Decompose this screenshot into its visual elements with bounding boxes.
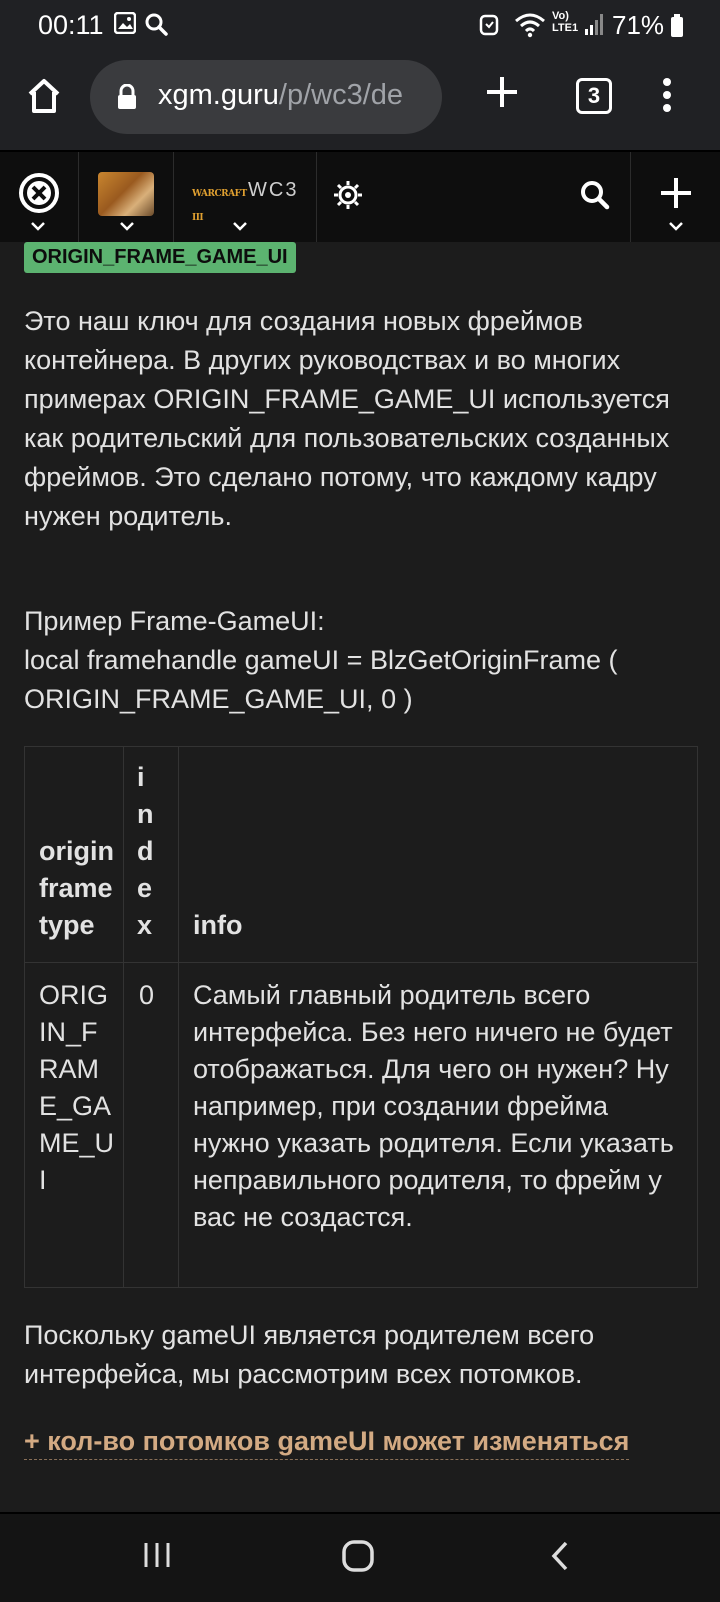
expand-children-link[interactable]: + кол-во потомков gameUI может изменяться <box>24 1426 629 1460</box>
signal-icon <box>584 12 606 41</box>
lock-icon[interactable] <box>116 84 138 115</box>
add-menu-button[interactable] <box>631 152 720 242</box>
table-header-info: info <box>193 910 243 940</box>
plus-icon <box>659 176 693 215</box>
wc3-label: WC3 <box>248 179 299 201</box>
chevron-down-icon <box>30 218 46 236</box>
url-text[interactable] <box>158 79 403 112</box>
user-menu-button[interactable] <box>79 152 173 242</box>
status-bar <box>0 0 720 52</box>
site-nav-bar <box>0 150 720 242</box>
url-path: /p/wc3/de <box>278 79 404 111</box>
home-icon[interactable] <box>24 76 64 121</box>
alarm-icon <box>478 12 500 41</box>
children-paragraph: Поскольку gameUI является родителем всего интерфейса, мы рассмотрим всех потомков. <box>24 1320 595 1389</box>
table-header-originframetype: originframetype <box>39 836 114 940</box>
sun-icon <box>333 180 363 215</box>
example-title: Пример Frame-GameUI: <box>24 606 325 636</box>
volte-lte-icon: Vo) LTE1 <box>552 10 579 34</box>
table-column-divider <box>123 747 124 1287</box>
close-circle-icon <box>18 172 60 219</box>
chevron-down-icon <box>119 218 135 236</box>
warcraft-logo: WARCRAFT III <box>192 189 247 223</box>
home-button-icon[interactable] <box>342 1540 374 1577</box>
project-wc3-button[interactable] <box>174 152 316 242</box>
chevron-down-icon <box>668 218 684 236</box>
chevron-down-icon <box>232 218 248 236</box>
intro-paragraph: Это наш ключ для создания новых фреймов контейнера. В других руководствах и во многих примерах ORIGIN_FRAME_GAME_UI используется как родительский для пользовательских созданных фреймов. Это сделано потому, что каждому кадру нужен родитель. <box>24 306 670 531</box>
back-icon[interactable] <box>550 1540 570 1577</box>
recent-apps-icon[interactable] <box>142 1540 172 1575</box>
origin-frame-table <box>24 746 698 1288</box>
url-host: xgm.guru <box>158 79 279 111</box>
wifi-icon <box>514 12 546 43</box>
example-code: local framehandle gameUI = BlzGetOriginFrame ( ORIGIN_FRAME_GAME_UI, 0 ) <box>24 645 618 714</box>
gallery-notification-icon <box>114 12 136 39</box>
close-menu-button[interactable] <box>0 152 78 242</box>
article-content <box>0 240 720 1512</box>
table-cell-originframetype: ORIGIN_FRAME_GAME_UI <box>39 980 115 1195</box>
theme-toggle-button[interactable] <box>317 152 379 242</box>
example-block <box>24 602 688 719</box>
new-tab-icon[interactable] <box>484 74 520 115</box>
table-header-index: index <box>137 762 154 940</box>
browser-toolbar <box>0 52 720 150</box>
table-column-divider <box>178 747 179 1287</box>
table-cell-index: 0 <box>139 980 155 1010</box>
battery-icon <box>670 14 684 43</box>
search-icon[interactable] <box>580 180 610 215</box>
search-notification-icon <box>144 12 168 41</box>
table-row <box>25 963 697 1286</box>
tab-switcher-button[interactable]: 3 <box>576 78 612 114</box>
table-header-row <box>25 747 697 963</box>
status-time: 00:11 <box>38 10 104 40</box>
address-bar[interactable] <box>90 60 442 134</box>
avatar <box>98 172 154 216</box>
system-nav-bar <box>0 1512 720 1602</box>
battery-percent: 71% <box>612 10 665 40</box>
table-cell-info: Самый главный родитель всего интерфейса. Без него ничего не будет отображаться. Для чего он нужен? Ну например, при создании фрейма нужно указать родителя. Если указать неправильного родителя, то фрейм у вас не создастся. <box>193 980 674 1232</box>
keyword-tag[interactable]: ORIGIN_FRAME_GAME_UI <box>24 242 296 273</box>
more-menu-icon[interactable] <box>660 78 674 117</box>
